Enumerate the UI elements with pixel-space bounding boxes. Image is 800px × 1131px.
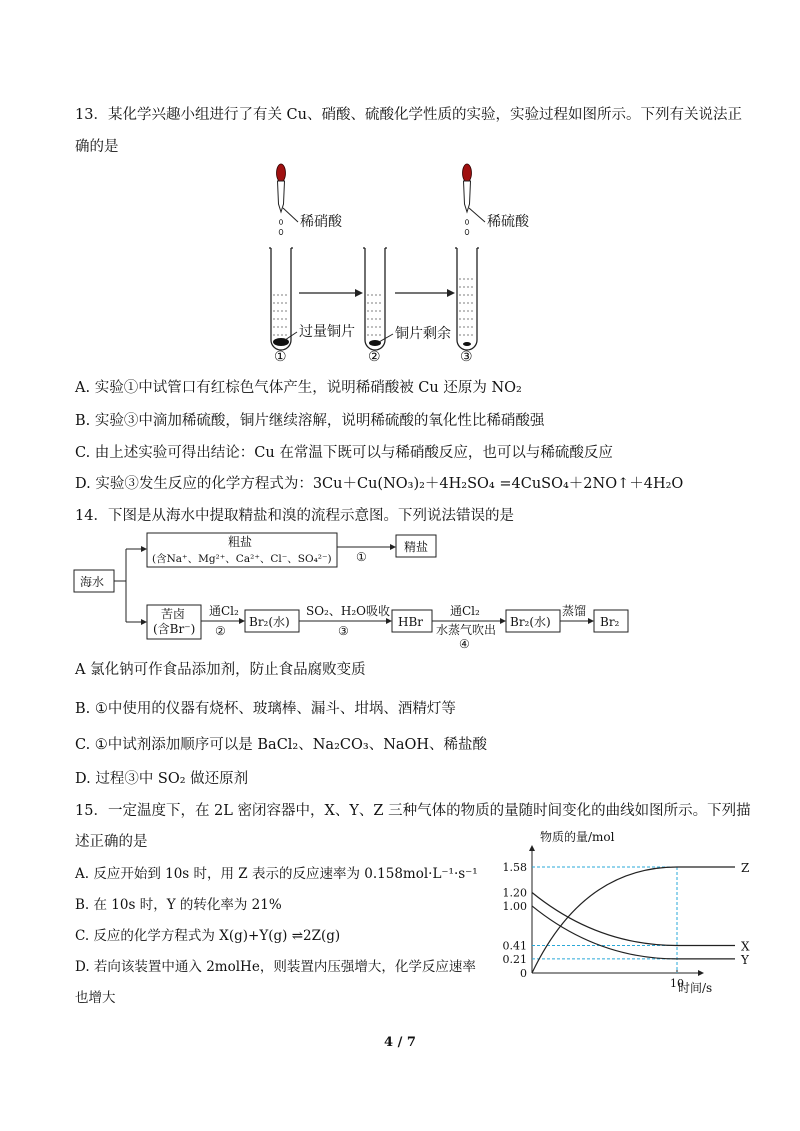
q13-option-c: C. 由上述实验可得出结论：Cu 在常温下既可以与稀硝酸反应，也可以与稀硫酸反应 xyxy=(75,445,613,461)
dropper-sulfuric-acid xyxy=(463,164,472,235)
steam-label: 水蒸气吹出 xyxy=(436,623,497,637)
step-2-label: ② xyxy=(215,624,226,638)
q14-option-d: D. 过程③中 SO₂ 做还原剂 xyxy=(75,771,249,787)
test-tube-3 xyxy=(455,248,479,350)
q15-stem-line1: 15．一定温度下，在 2L 密闭容器中，X、Y、Z 三种气体的物质的量随时间变化的曲线如图所示。下列描 xyxy=(75,803,751,819)
crude-salt-label: 粗盐 xyxy=(228,535,253,549)
chart-y-axis-label: 物质的量/mol xyxy=(540,830,615,844)
q15-stem-line2: 述正确的是 xyxy=(75,834,148,850)
q15-option-c: C. 反应的化学方程式为 X(g)+Y(g) ⇌2Z(g) xyxy=(75,928,341,944)
step-3-label: ③ xyxy=(338,624,349,638)
dropper-nitric-acid xyxy=(277,164,286,235)
q15-option-b: B. 在 10s 时，Y 的转化率为 21% xyxy=(75,897,282,913)
tube-label-1: 过量铜片 xyxy=(299,324,355,340)
hbr-label: HBr xyxy=(398,615,424,629)
chart-y-tick-label: 1.20 xyxy=(502,886,527,900)
crude-salt-ions: (含Na⁺、Mg²⁺、Ca²⁺、Cl⁻、SO₄²⁻) xyxy=(152,553,332,565)
chart-y-tick-label: 1.00 xyxy=(502,899,527,913)
chart-series-x xyxy=(532,892,735,945)
fine-salt-label: 精盐 xyxy=(404,540,429,554)
q14-stem: 14．下图是从海水中提取精盐和溴的流程示意图。下列说法错误的是 xyxy=(75,508,514,524)
chart-x-axis-label: 时间/s xyxy=(678,981,713,995)
tube-number-1: ① xyxy=(274,349,287,365)
tube-number-3: ③ xyxy=(460,349,473,365)
q15-option-d-line2: 也增大 xyxy=(75,990,116,1006)
page-number: 4 / 7 xyxy=(384,1035,416,1050)
br2-water-label-2: Br₂(水) xyxy=(510,615,551,629)
arrow-2-to-3 xyxy=(395,289,455,297)
chart-series-label-z: Z xyxy=(741,861,750,875)
brine-sub-label: (含Br⁻) xyxy=(153,622,196,636)
q15-amount-time-chart xyxy=(490,825,750,1000)
chart-x-tick-label: 10 xyxy=(670,977,684,990)
br2-water-label-1: Br₂(水) xyxy=(249,615,290,629)
q14-flow-diagram xyxy=(70,527,640,652)
seawater-label: 海水 xyxy=(80,575,105,589)
q13-option-b: B. 实验③中滴加稀硫酸，铜片继续溶解，说明稀硫酸的氧化性比稀硝酸强 xyxy=(75,413,545,429)
so2-absorb-label: SO₂、H₂O吸收 xyxy=(306,604,390,618)
step-1-label: ① xyxy=(356,550,367,564)
tube-label-2: 铜片剩余 xyxy=(395,326,451,342)
test-tube-2 xyxy=(363,248,387,350)
chart-series-z xyxy=(532,867,735,973)
cl2-label-2: 通Cl₂ xyxy=(450,604,480,618)
q13-option-d: D. 实验③发生反应的化学方程式为：3Cu＋Cu(NO₃)₂＋4H₂SO₄ =4CuSO₄＋2NO↑＋4H₂O xyxy=(75,476,684,492)
test-tube-1 xyxy=(269,248,293,350)
q13-option-a: A. 实验①中试管口有红棕色气体产生，说明稀硝酸被 Cu 还原为 NO₂ xyxy=(75,380,522,396)
q13-stem-line1: 13．某化学兴趣小组进行了有关 Cu、硝酸、硫酸化学性质的实验，实验过程如图所示。下列有关说法正 xyxy=(75,107,742,123)
chart-y-tick-label: 0.41 xyxy=(502,939,527,953)
chart-series-label-y: Y xyxy=(741,952,749,967)
q15-option-d-line1: D. 若向该装置中通入 2molHe，则装置内压强增大，化学反应速率 xyxy=(75,959,476,975)
dropper-label-3: 稀硫酸 xyxy=(487,214,529,230)
brine-label: 苦卤 xyxy=(161,607,186,621)
step-4-label: ④ xyxy=(459,637,470,651)
tube-number-2: ② xyxy=(368,349,381,365)
chart-y-axis-arrow xyxy=(529,845,535,851)
dropper-label-1: 稀硝酸 xyxy=(300,214,342,230)
q14-option-c: C. ①中试剂添加顺序可以是 BaCl₂、Na₂CO₃、NaOH、稀盐酸 xyxy=(75,737,488,753)
br2-label: Br₂ xyxy=(600,615,620,629)
q14-option-b: B. ①中使用的仪器有烧杯、玻璃棒、漏斗、坩埚、酒精灯等 xyxy=(75,701,456,717)
chart-series-label-x: X xyxy=(741,939,750,954)
cl2-label-1: 通Cl₂ xyxy=(209,604,239,618)
chart-y-tick-label: 1.58 xyxy=(502,861,527,874)
chart-y-tick-label: 0 xyxy=(520,967,527,980)
q13-stem-line2: 确的是 xyxy=(75,139,119,155)
q15-option-a: A. 反应开始到 10s 时，用 Z 表示的反应速率为 0.158mol·L⁻¹·s⁻¹ xyxy=(75,866,478,882)
chart-y-tick-label: 0.21 xyxy=(502,952,527,966)
q13-test-tube-figure xyxy=(255,160,529,365)
chart-x-axis-arrow xyxy=(698,970,704,976)
q14-option-a: A 氯化钠可作食品添加剂，防止食品腐败变质 xyxy=(75,662,366,678)
distill-label: 蒸馏 xyxy=(562,604,587,618)
arrow-1-to-2 xyxy=(299,289,363,297)
